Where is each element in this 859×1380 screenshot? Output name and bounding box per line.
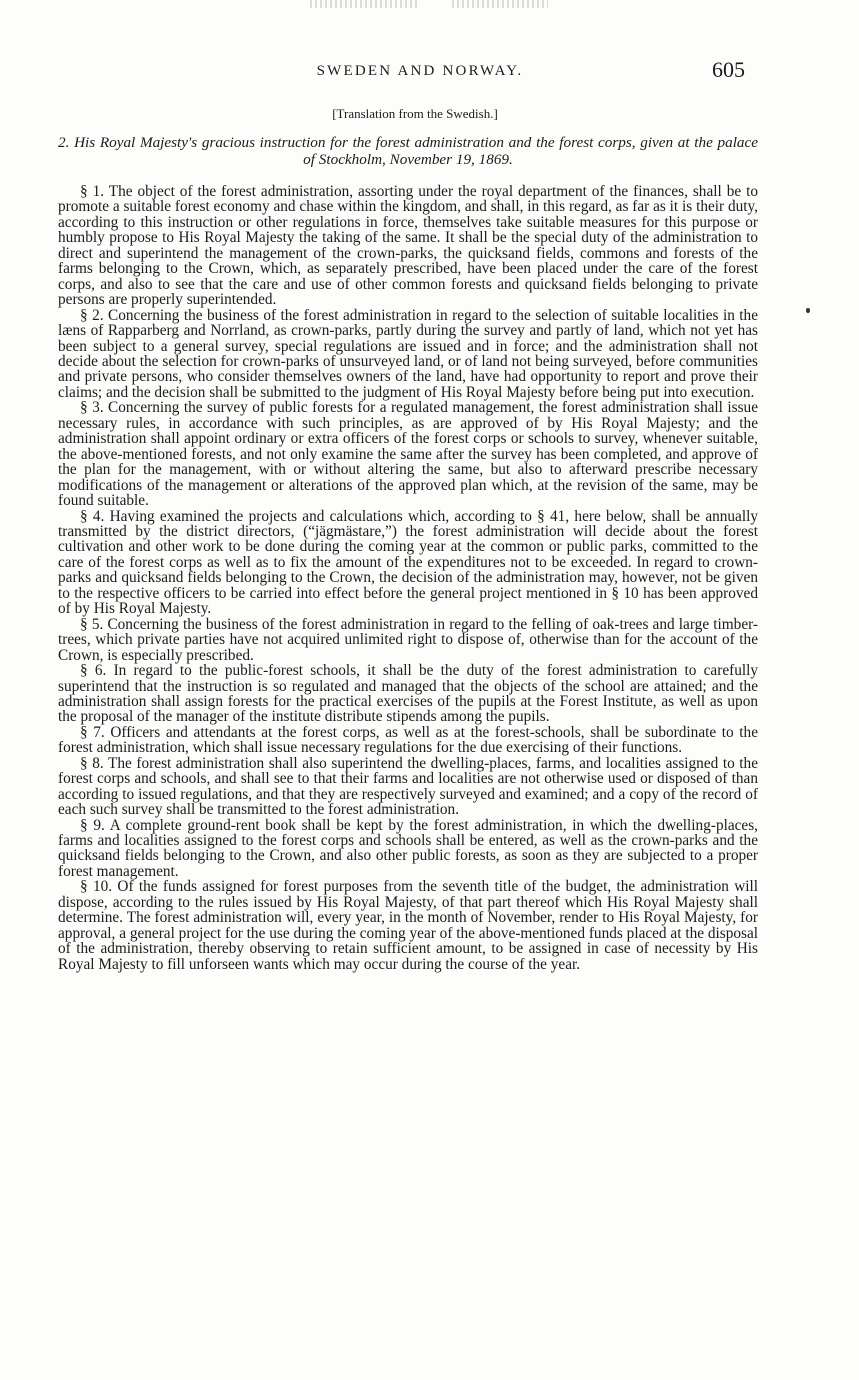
translation-note: [Translation from the Swedish.] xyxy=(332,106,498,121)
document-title: 2. His Royal Majesty's gracious instruction for the forest administration and the forest corps, given at the palace of Stockholm, November 19, 1869. xyxy=(58,134,758,168)
ink-speck xyxy=(806,308,810,313)
section-paragraph-7: § 7. Officers and attendants at the forest corps, as well as at the forest-schools, shall be subordinate to the forest administration, which shall issue necessary regulations for the due exercising of their functions. xyxy=(58,723,758,757)
section-paragraph-9: § 9. A complete ground-rent book shall be kept by the forest administration, in which the dwelling-places, farms and localities assigned to the forest corps and schools shall be entered, as well as the crown-parks and the quicksand fields belonging to the Crown, and also other public forests, as soon as they are subjected to a proper forest management. xyxy=(58,816,758,880)
body-text xyxy=(58,184,758,972)
section-paragraph-6: § 6. In regard to the public-forest schools, it shall be the duty of the forest administration to carefully superintend that the instruction is so regulated and managed that the objects of the school are attained; and the administration shall assign forests for the practical exercises of the pupils at the Forest Institute, as well as upon the proposal of the manager of the institute distribute stipends among the pupils. xyxy=(58,662,758,726)
section-paragraph-3: § 3. Concerning the survey of public forests for a regulated management, the forest administration shall issue necessary rules, in accordance with such principles, as are approved of by His Royal Majesty; and the administration shall appoint ordinary or extra officers of the forest corps or schools to survey, whenever suitable, the above-mentioned forests, and not only examine the same after the survey has been completed, and approve of the plan for the management, with or without altering the same, but also to afterward prescribe necessary modifications of the management or alterations of the approved plan which, at the revision of the same, may be found suitable. xyxy=(58,399,758,510)
section-paragraph-4: § 4. Having examined the projects and calculations which, according to § 41, here below, shall be annually transmitted by the district directors, (“jägmästare,”) the forest administration will decide about the forest cultivation and other work to be done during the coming year at the common or public parks, committed to the care of the forest corps as well as to fix the amount of the expenditures not to be exceeded. In regard to crown-parks and quicksand fields belonging to the Crown, the decision of the administration may, however, not be given to the respective officers to be carried into effect before the general project mentioned in § 10 has been approved of by His Royal Majesty. xyxy=(58,507,758,618)
section-paragraph-10: § 10. Of the funds assigned for forest purposes from the seventh title of the budget, the administration will dispose, according to the rules issued by His Royal Majesty, of that part thereof which His Royal Majesty shall determine. The forest administration will, every year, in the month of November, render to His Royal Majesty, for approval, a general project for the use during the coming year of the above-mentioned funds placed at the disposal of the administration, thereby observing to retain sufficient amount, to be assigned in case of necessity by His Royal Majesty to fill unforseen wants which may occur during the course of the year. xyxy=(58,878,758,973)
running-title: SWEDEN AND NORWAY. xyxy=(316,63,524,79)
page-number: 605 xyxy=(712,57,745,82)
section-paragraph-1: § 1. The object of the forest administration, assorting under the royal department of the finances, shall be to promote a suitable forest economy and chase within the kingdom, and shall, in this regard, as far as it is their duty, according to this instruction or other regulations in force, themselves take suitable measures for this purpose or humbly propose to His Royal Majesty the taking of the same. It shall be the special duty of the administration to direct and superintend the management of the crown-parks, the quicksand fields, commons and forests of the farms belonging to the Crown, which, as separately prescribed, have been placed under the care of the forest corps, and also to see that the care and use of other common forests and quicksand fields belonging to private persons are properly superintended. xyxy=(58,183,758,309)
running-header xyxy=(0,57,859,90)
section-paragraph-5: § 5. Concerning the business of the forest administration in regard to the felling of oak-trees and large timber-trees, which private parties have not acquired unlimited right to dispose of, otherwise than for the account of the Crown, is especially prescribed. xyxy=(58,615,758,664)
scan-artifact xyxy=(310,0,420,8)
scan-artifact xyxy=(452,0,548,8)
section-paragraph-8: § 8. The forest administration shall also superintend the dwelling-places, farms, and localities assigned to the forest corps and schools, and shall see to that their farms and localities are not otherwise used or disposed of than according to issued regulations, and that they are respectively surveyed and examined; and a copy of the record of each such survey shall be transmitted to the forest administration. xyxy=(58,754,758,819)
section-paragraph-2: § 2. Concerning the business of the forest administration in regard to the selection of suitable localities in the læns of Rapparberg and Norrland, as crown-parks, partly during the survey and partly of land, which not yet has been subject to a general survey, special regulations are issued and in force; and the administration shall not decide about the selection for crown-parks of unsurveyed land, or of land not being surveyed, before communities and private persons, who consider themselves owners of the land, have had opportunity to report and prove their claims; and the decision shall be submitted to the judgment of His Royal Majesty before being put into execution. xyxy=(58,306,758,401)
